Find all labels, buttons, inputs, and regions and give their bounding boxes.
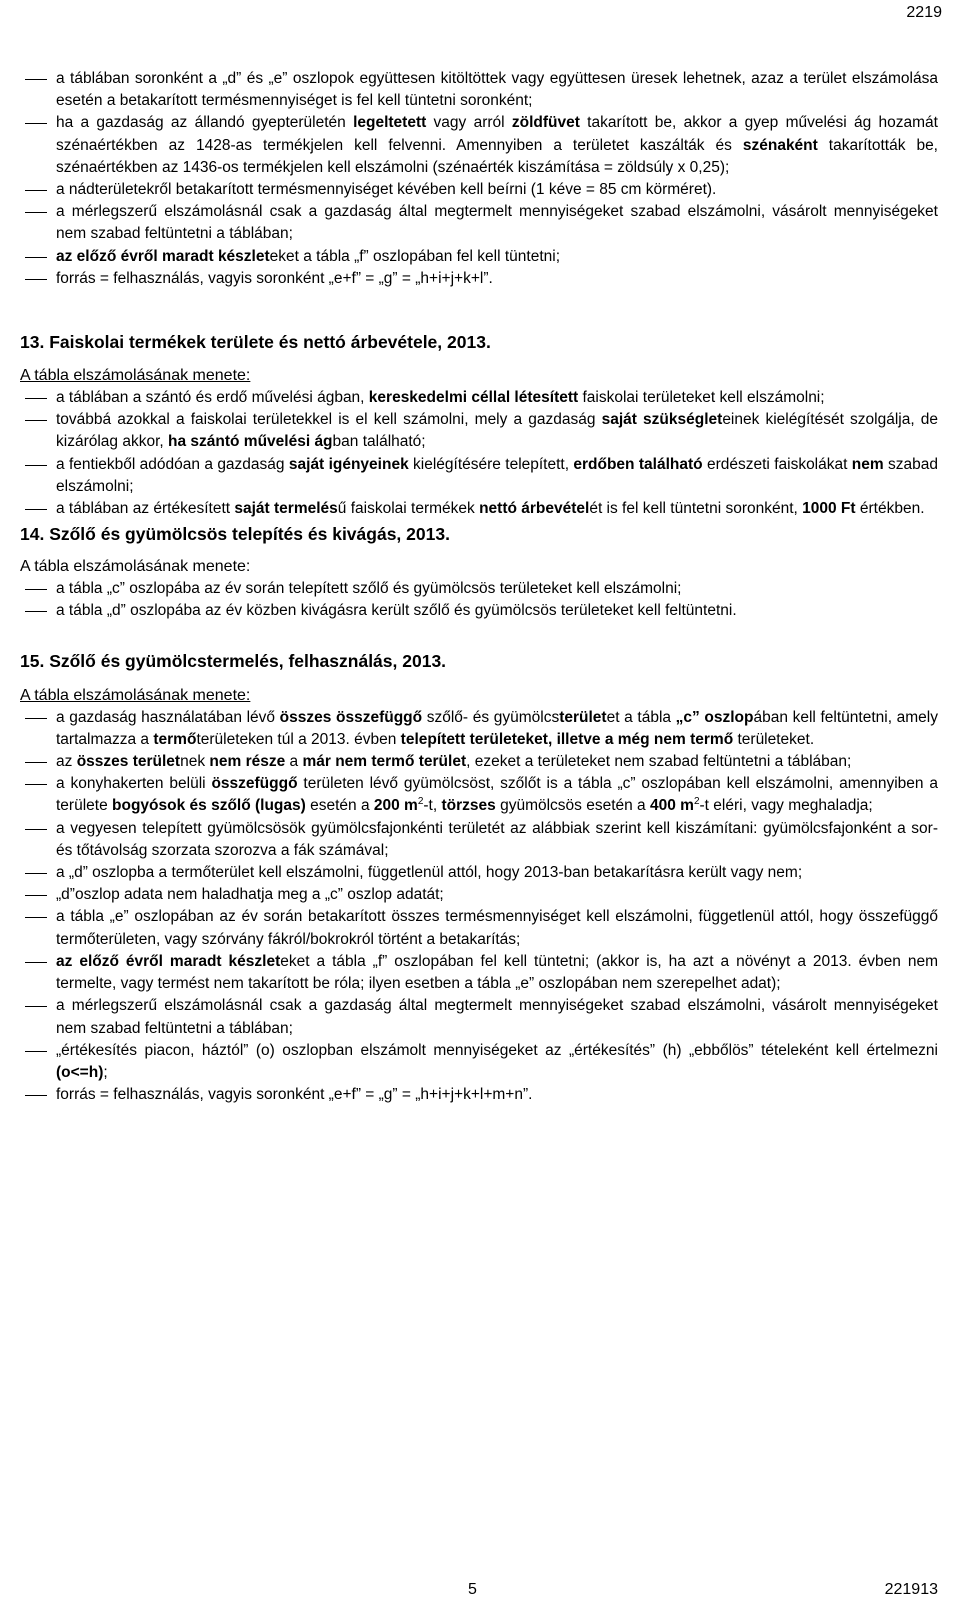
bold-text: termő bbox=[153, 730, 197, 748]
text-run: a bbox=[285, 753, 303, 771]
list-item bbox=[20, 387, 938, 409]
text-run: einek kielégítését szolgálja, de kizárólag akkor, bbox=[56, 411, 938, 451]
footer-code: 221913 bbox=[884, 1581, 938, 1598]
text-run: szabad elszámolni; bbox=[56, 455, 938, 495]
text-run: a fentiekből adódóan a gazdaság bbox=[56, 455, 289, 473]
text-run: , ezeket a területeket nem szabad feltüntetni a táblában; bbox=[466, 753, 852, 771]
text-run: et a tábla bbox=[606, 708, 676, 726]
list-item bbox=[20, 995, 938, 1039]
bold-text: „c” oszlop bbox=[675, 708, 754, 726]
text-run: esetén a bbox=[305, 797, 374, 815]
list-item bbox=[20, 600, 938, 622]
text-run: eket a tábla „f” oszlopában fel kell tüntetni; (akkor is, ha azt a növényt a 2013. évben nem termelte, vagy termést nem takarított be róla; ilyen esetben a tábla „e” oszlopában nem szerepelhet adat); bbox=[56, 952, 938, 993]
bold-text: az előző évről maradt készlet bbox=[56, 247, 270, 265]
text-run: értékben. bbox=[855, 500, 925, 518]
text-run: ét is fel kell tüntetni soronként, bbox=[589, 500, 803, 518]
bold-text: telepített területeket, illetve a még nem termő bbox=[400, 730, 734, 748]
section-13-subtitle: A tábla elszámolásának menete: bbox=[20, 367, 251, 385]
list-item bbox=[20, 884, 938, 906]
bold-text: legeltetett bbox=[353, 114, 427, 132]
list-item bbox=[20, 409, 938, 453]
bold-text: kereskedelmi céllal létesített bbox=[368, 389, 579, 407]
text-run: a tábla „e” oszlopában az év során betakarított összes termésmennyiséget kell elszámolni, függetlenül attól, hogy összefüggő termőterületen, vagy szórvány fákról/bokrokról történt a betakarítás; bbox=[56, 908, 938, 948]
list-item bbox=[20, 951, 938, 995]
section-15-subtitle: A tábla elszámolásának menete: bbox=[20, 686, 251, 704]
text-run: forrás = felhasználás, vagyis soronként „e+f” = „g” = „h+i+j+k+l”. bbox=[56, 269, 493, 287]
bold-text: az előző évről maradt készlet bbox=[56, 952, 281, 970]
text-run: ű faiskolai termékek bbox=[337, 500, 480, 518]
text-run: forrás = felhasználás, vagyis soronként „e+f” = „g” = „h+i+j+k+l+m+n”. bbox=[56, 1086, 533, 1104]
bold-text: 1000 Ft bbox=[802, 500, 856, 518]
section-14-list bbox=[20, 578, 938, 622]
bold-text: terület bbox=[559, 708, 607, 726]
text-run: takarított be, akkor a gyep művelési ág hozamát szénaértékben az 1428-as termékjelen kell felvenni. Amennyiben a területet kaszálták és bbox=[56, 114, 938, 154]
text-run: a tábla „c” oszlopába az év során telepített szőlő és gyümölcsös területeket kell elszámolni; bbox=[56, 580, 682, 598]
bold-text: ha szántó művelési ág bbox=[168, 433, 333, 451]
list-item bbox=[20, 578, 938, 600]
text-run: a „d” oszlopba a termőterület kell elszámolni, függetlenül attól, hogy 2013-ban betakarításra került vagy nem; bbox=[56, 864, 803, 882]
list-item bbox=[20, 268, 938, 290]
intro-list bbox=[20, 68, 938, 290]
text-run: a nádterületekről betakarított termésmennyiséget kévében kell beírni (1 kéve = 85 cm körméret). bbox=[56, 181, 717, 199]
text-run: nek bbox=[180, 753, 210, 771]
text-run: a gazdaság használatában lévő bbox=[56, 708, 280, 726]
text-run: ban található; bbox=[332, 433, 426, 451]
text-run: ha a gazdaság az állandó gyepterületén bbox=[56, 114, 354, 132]
text-run: területeket. bbox=[733, 730, 815, 748]
text-run: „értékesítés piacon, háztól” (o) oszlopban elszámolt mennyiségeket az „értékesítés” (h) „ebből‍ös” tételeként kell értelmezni bbox=[56, 1041, 938, 1059]
list-item bbox=[20, 1084, 938, 1106]
list-item bbox=[20, 454, 938, 498]
bold-text: nem része bbox=[209, 753, 286, 771]
list-item bbox=[20, 246, 938, 268]
text-run: ában kell feltüntetni, amely tartalmazza a bbox=[56, 708, 938, 748]
text-run: ; bbox=[103, 1063, 108, 1081]
footer-page-number: 5 bbox=[468, 1581, 477, 1598]
text-run: a vegyesen telepített gyümölcsösök gyümölcsfajonkénti területét az alábbiak szerint kell kiszámítani: gyümölcsfajonként a sor- és tőtávolság szorzata szorozva a fák számával; bbox=[56, 819, 938, 859]
bold-text: (o<=h) bbox=[56, 1063, 104, 1081]
text-run: a táblában a szántó és erdő művelési ágban, bbox=[56, 389, 369, 407]
bold-text: 200 m bbox=[373, 797, 418, 815]
list-item bbox=[20, 1040, 938, 1084]
text-run: erdészeti faiskolákat bbox=[702, 455, 852, 473]
bold-text: összes terület bbox=[76, 753, 181, 771]
list-item bbox=[20, 906, 938, 950]
section-15-list bbox=[20, 707, 938, 1107]
text-run: gyümölcsös esetén a bbox=[495, 797, 650, 815]
superscript: 2 bbox=[693, 796, 700, 808]
bold-text: bogyósok és szőlő (lugas) bbox=[112, 797, 306, 815]
list-item bbox=[20, 751, 938, 773]
text-run: a mérlegszerű elszámolásnál csak a gazdaság által megtermelt mennyiségeket szabad elszámolni, vásárolt mennyiségeket nem szabad feltüntetni a táblában; bbox=[56, 203, 938, 243]
bold-text: már nem termő terület bbox=[302, 753, 467, 771]
text-run: területeken túl a 2013. évben bbox=[196, 730, 401, 748]
list-item bbox=[20, 179, 938, 201]
bold-text: nem bbox=[851, 455, 884, 473]
text-run: -t eléri, vagy meghaladja; bbox=[699, 797, 873, 815]
text-run: továbbá azokkal a faiskolai területekkel is el kell számolni, mely a gazdaság bbox=[56, 411, 602, 429]
text-run: eket a tábla „f” oszlopában fel kell tüntetni; bbox=[269, 247, 561, 265]
bold-text: saját igényeinek bbox=[288, 455, 409, 473]
list-item bbox=[20, 818, 938, 862]
bold-text: 400 m bbox=[650, 797, 694, 815]
bold-text: saját szükséglet bbox=[601, 411, 723, 429]
bold-text: erdőben található bbox=[573, 455, 703, 473]
text-run: az bbox=[56, 753, 77, 771]
text-run: területen lévő gyümölcsöst, szőlőt is a tábla „c” oszlopában kell elszámolni, amennyiben a területe bbox=[56, 775, 938, 815]
section-14-title: 14. Szőlő és gyümölcsös telepítés és kivágás, 2013. bbox=[20, 524, 450, 545]
list-item bbox=[20, 201, 938, 245]
section-13-list bbox=[20, 387, 938, 520]
text-run: a konyhakerten belüli bbox=[56, 775, 212, 793]
list-item bbox=[20, 773, 938, 817]
text-run: a táblában az értékesített bbox=[56, 500, 235, 518]
text-run: a mérlegszerű elszámolásnál csak a gazdaság által megtermelt mennyiségeket szabad elszámolni, vásárolt mennyiségeket nem szabad feltüntetni a táblában; bbox=[56, 997, 938, 1037]
list-item bbox=[20, 68, 938, 112]
bold-text: zöldfüvet bbox=[511, 114, 580, 132]
text-run: kielégítésére telepített, bbox=[408, 455, 574, 473]
bold-text: szénaként bbox=[742, 136, 818, 154]
text-run: -t, bbox=[423, 797, 442, 815]
list-item bbox=[20, 862, 938, 884]
section-15-title: 15. Szőlő és gyümölcstermelés, felhasználás, 2013. bbox=[20, 650, 447, 671]
page-number: 2219 bbox=[906, 4, 942, 21]
bold-text: saját termelés bbox=[234, 500, 338, 518]
list-item bbox=[20, 707, 938, 751]
list-item bbox=[20, 498, 938, 520]
bold-text: összefüggő bbox=[211, 775, 298, 793]
text-run: a tábla „d” oszlopába az év közben kivágásra került szőlő és gyümölcsös területeket kell feltüntetni. bbox=[56, 602, 737, 620]
section-14-subtitle: A tábla elszámolásának menete: bbox=[20, 558, 251, 576]
text-run: vagy arról bbox=[426, 114, 512, 132]
superscript: 2 bbox=[417, 796, 424, 808]
bold-text: törzses bbox=[441, 797, 496, 815]
list-item bbox=[20, 112, 938, 179]
text-run: takarították be, szénaértékben az 1436-os termékjelen kell elszámolni (szénaérték kiszámítása = zöldsúly x 0,25); bbox=[56, 136, 938, 176]
text-run: a táblában soronként a „d” és „e” oszlopok együttesen kitöltöttek vagy együttesen üresek lehetnek, azaz a terület elszámolása esetén a betakarított termésmennyiséget is fel kell tüntetni soronként; bbox=[56, 70, 938, 110]
text-run: faiskolai területeket kell elszámolni; bbox=[578, 389, 825, 407]
bold-text: összes összefüggő bbox=[279, 708, 423, 726]
text-run: „d”oszlop adata nem haladhatja meg a „c” oszlop adatát; bbox=[56, 886, 444, 904]
document-body bbox=[20, 68, 938, 1106]
section-13-title: 13. Faiskolai termékek területe és nettó árbevétele, 2013. bbox=[20, 332, 491, 353]
bold-text: nettó árbevétel bbox=[479, 500, 590, 518]
text-run: szőlő- és gyümölcs bbox=[422, 708, 560, 726]
